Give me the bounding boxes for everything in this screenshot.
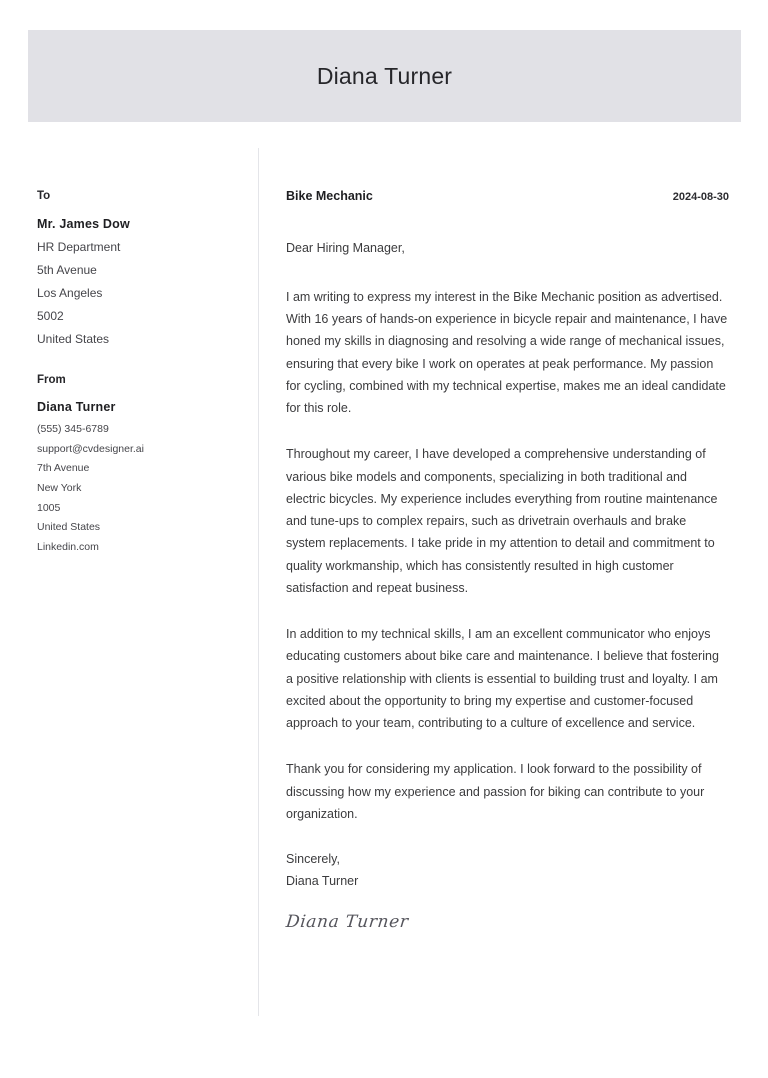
sender-name: Diana Turner: [37, 400, 116, 414]
sign-off: Sincerely,: [286, 852, 340, 866]
handwritten-signature: Diana Turner: [285, 912, 410, 932]
contact-sidebar: [37, 191, 237, 560]
salutation: Dear Hiring Manager,: [286, 241, 405, 255]
recipient-line: Los Angeles: [37, 285, 103, 300]
letter-subject-row: [286, 190, 729, 203]
sender-line: 7th Avenue: [37, 462, 90, 475]
sender-phone: (555) 345-6789: [37, 423, 109, 435]
letterhead-banner: [28, 30, 741, 122]
sender-line: United States: [37, 521, 101, 534]
letter-content: [286, 190, 729, 932]
letter-date: 2024-08-30: [672, 191, 729, 203]
recipient-line: 5th Avenue: [37, 262, 97, 277]
recipient-line: United States: [37, 331, 110, 346]
sender-section-label: From: [37, 373, 66, 386]
letter-paragraph: Throughout my career, I have developed a comprehensive understanding of various bike models and components, specializing in both traditional and electric bicycles. My experience includes everything from routine maintenance and tune-ups to complex repairs, such as drivetrain overhauls and brake system replacements. I take pride in my attention to detail and commitment to quality workmanship, which has consistently resulted in high customer satisfaction and repeat business.: [286, 447, 718, 595]
letter-paragraph: In addition to my technical skills, I am an excellent communicator who enjoys educating customers about bike care and maintenance. I believe that fostering a positive relationship with clients is essential to building trust and loyalty. I am excited about the opportunity to bring my expertise and customer-focused approach to your team, contributing to a culture of excellence and service.: [286, 627, 719, 730]
recipient-line: 5002: [37, 308, 64, 323]
sender-line: New York: [37, 481, 82, 494]
recipient-line: HR Department: [37, 239, 121, 254]
recipient-name: Mr. James Dow: [37, 216, 130, 231]
sender-line: 1005: [37, 501, 61, 514]
sign-off-name: Diana Turner: [286, 873, 359, 888]
job-title: Bike Mechanic: [286, 189, 373, 203]
recipient-section-label: To: [37, 190, 51, 202]
recipient-block: [37, 191, 237, 347]
letter-paragraph: Thank you for considering my application. I look forward to the possibility of discussing how my experience and passion for biking can contribute to your organization.: [286, 762, 705, 821]
letterhead-name: Diana Turner: [316, 62, 453, 89]
sender-block: [37, 375, 237, 555]
letter-paragraph: I am writing to express my interest in the Bike Mechanic position as advertised. With 16 years of hands-on experience in bicycle repair and maintenance, I have honed my skills in diagnosing and resolving a wide range of mechanical issues, ensuring that every bike I work on operates at peak performance. My passion for cycling, combined with my technical expertise, makes me an ideal candidate for this role.: [286, 289, 728, 415]
sender-email: support@cvdesigner.ai: [37, 442, 144, 455]
sender-website: Linkedin.com: [37, 540, 99, 553]
column-divider: [258, 148, 259, 1016]
